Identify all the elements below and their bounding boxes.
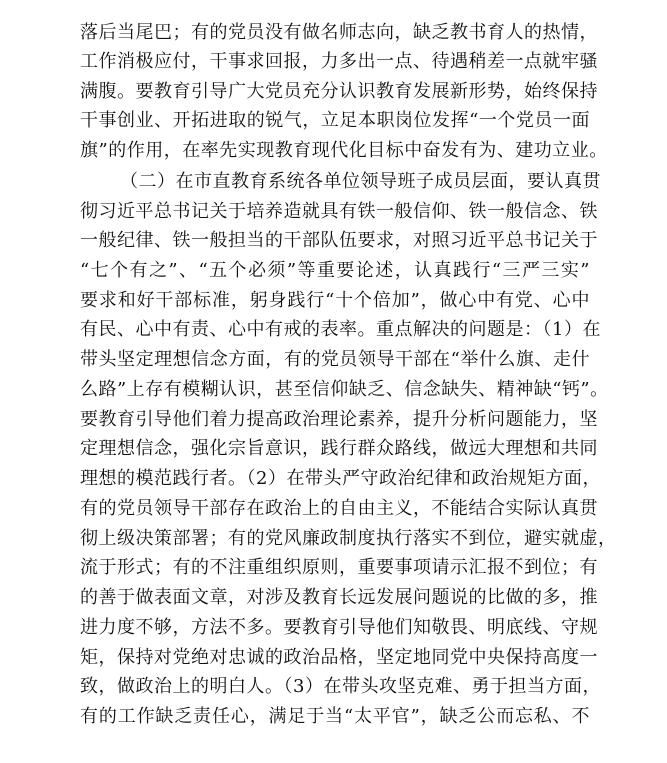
text-line-12: 带头坚定理想信念方面，有的党员领导干部在“举什么旗、走什 — [80, 349, 590, 370]
text-line-20: 的善于做表面文章，对涉及教育长远发展问题说的比做的多，推 — [80, 587, 598, 608]
text-line-7: 彻习近平总书记关于培养造就具有铁一般信仰、铁一般信念、铁 — [80, 201, 598, 222]
text-line-1: 落后当尾巴；有的党员没有做名师志向，缺乏教书育人的热情， — [80, 22, 598, 43]
text-line-10: 要求和好干部标准，躬身践行“十个倍加”，做心中有党、心中 — [80, 290, 590, 311]
text-line-23: 致，做政治上的明白人。（3）在带头攻坚克难、勇于担当方面， — [80, 676, 601, 697]
text-line-16: 理想的模范践行者。（2）在带头严守政治纪律和政治规矩方面， — [80, 468, 601, 489]
text-line-15: 定理想信念，强化宗旨意识，践行群众路线，做远大理想和共同 — [80, 438, 598, 459]
text-line-22: 矩，保持对党绝对忠诚的政治品格，坚定地同党中央保持高度一 — [80, 647, 598, 668]
text-line-17: 有的党员领导干部存在政治上的自由主义，不能结合实际认真贯 — [80, 498, 598, 519]
text-line-4: 干事创业、开拓进取的锐气，立足本职岗位发挥“一个党员一面 — [80, 110, 590, 131]
text-line-21: 进力度不够，方法不多。要教育引导他们知敬畏、明底线、守规 — [80, 617, 598, 638]
text-line-14: 要教育引导他们着力提高政治理论素养，提升分析问题能力，坚 — [80, 409, 598, 430]
text-line-8: 一般纪律、铁一般担当的干部队伍要求，对照习近平总书记关于 — [80, 230, 598, 251]
text-line-2: 工作消极应付，干事求回报，力多出一点、待遇稍差一点就牢骚 — [80, 51, 598, 72]
paragraph-start-line: （二）在市直教育系统各单位领导班子成员层面，要认真贯 — [120, 171, 601, 192]
text-line-3: 满腹。要教育引导广大党员充分认识教育发展新形势，始终保持 — [80, 81, 598, 102]
text-line-11: 有民、心中有责、心中有戒的表率。重点解决的问题是：（1）在 — [80, 319, 601, 340]
text-line-13: 么路”上存有模糊认识，甚至信仰缺乏、信念缺失、精神缺“钙”。 — [80, 379, 609, 400]
text-line-24: 有的工作缺乏责任心，满足于当“太平官”，缺乏公而忘私、不 — [80, 706, 590, 727]
text-line-5: 旗”的作用，在率先实现教育现代化目标中奋发有为、建功立业。 — [80, 140, 608, 161]
text-line-18: 彻上级决策部署；有的党风廉政制度执行落实不到位，避实就虚， — [80, 528, 617, 549]
text-line-19: 流于形式；有的不注重组织原则，重要事项请示汇报不到位；有 — [80, 557, 598, 578]
text-line-9: “七个有之”、“五个必须”等重要论述，认真践行“三严三实” — [80, 260, 590, 281]
